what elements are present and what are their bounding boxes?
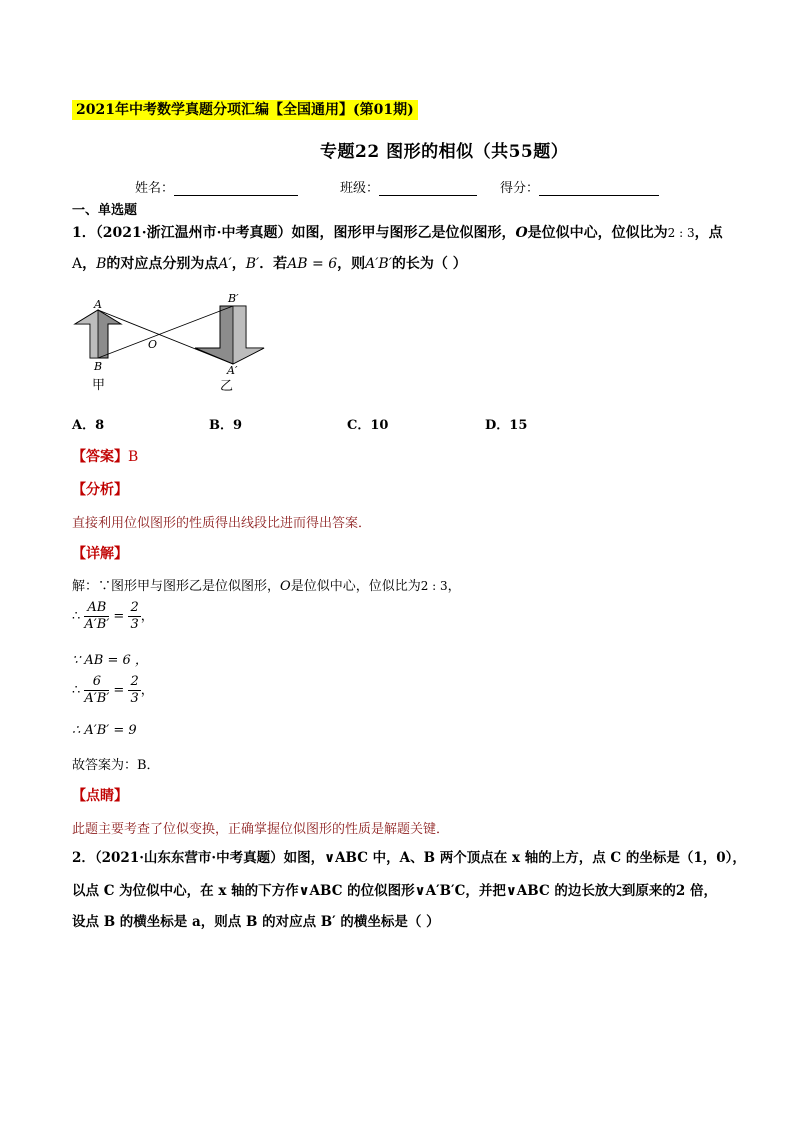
step3-fraction-left: $\frac{6}{A'B'}$	[84, 674, 110, 706]
homothety-figure	[70, 288, 280, 398]
name-blank	[174, 183, 298, 196]
section-title: 一、单选题	[72, 203, 138, 218]
label-a: A	[94, 298, 102, 311]
label-ap: A′	[227, 364, 238, 377]
label-bp: B′	[228, 292, 239, 305]
detail-line1: 解：∵图形甲与图形乙是位似图形，O是位似中心，位似比为2 : 3，	[72, 579, 461, 594]
series-banner: 2021年中考数学真题分项汇编【全国通用】(第01期)	[72, 100, 418, 120]
class-field	[340, 177, 477, 196]
q2-line1: 2．（2021·山东东营市·中考真题）如图，∨ABC 中，A、B 两个顶点在 x 轴的上方，点 C 的坐标是（1，0），	[72, 850, 746, 866]
label-jia: 甲	[92, 378, 106, 393]
name-label: 姓名：	[135, 181, 175, 196]
step3-equation: ∴ $\frac{6}{A'B'}$ = $\frac{2}{3}$ ，	[72, 674, 154, 706]
option-c: C．10	[347, 418, 389, 433]
label-yi: 乙	[220, 379, 234, 394]
detail-tag: 【详解】	[72, 546, 128, 562]
step1-equation: ∴ $\frac{AB}{A'B'}$ = $\frac{2}{3}$ ，	[72, 600, 154, 632]
conclusion-line: 故答案为：B．	[72, 758, 160, 773]
score-label: 得分：	[500, 181, 540, 196]
q2-line2: 以点 C 为位似中心，在 x 轴的下方作∨ABC 的位似图形∨A′B′C，并把∨ABC 的边长放大到原来的2 倍，	[72, 883, 717, 899]
answer-line	[72, 446, 138, 466]
step4-line: ∴ A′B′ = 9	[72, 723, 137, 738]
option-a: A．8	[72, 418, 105, 433]
q1-line1: 1．（2021·浙江温州市·中考真题）如图，图形甲与图形乙是位似图形，O是位似中心，位似比为2 : 3，点	[72, 225, 723, 241]
answer-value: B	[128, 449, 139, 465]
name-field	[135, 177, 298, 196]
step2-line: ∵ AB = 6 ，	[72, 653, 148, 668]
figure-yi-shape	[195, 306, 264, 364]
answer-tag: 【答案】	[72, 449, 128, 465]
label-o: O	[148, 338, 158, 351]
step3-fraction-right: $\frac{2}{3}$	[130, 674, 139, 706]
step1-fraction-left: $\frac{AB}{A'B'}$	[84, 600, 110, 632]
class-blank	[379, 183, 477, 196]
step1-fraction-right: $\frac{2}{3}$	[130, 600, 139, 632]
line-a-to-ap	[98, 310, 233, 364]
page-title: 专题22 图形的相似（共55题）	[320, 142, 569, 162]
q1-line2: A，B的对应点分别为点A′，B′．若AB = 6，则A′B′的长为（ ）	[72, 256, 467, 272]
score-blank	[539, 183, 659, 196]
label-b: B	[94, 360, 103, 373]
score-field	[500, 177, 659, 196]
figure-jia-shade	[75, 310, 98, 358]
option-b: B．9	[209, 418, 243, 433]
option-d: D．15	[485, 418, 528, 433]
remark-tag: 【点睛】	[72, 788, 128, 804]
analysis-text: 直接利用位似图形的性质得出线段比进而得出答案．	[72, 516, 372, 531]
q2-line3: 设点 B 的横坐标是 a，则点 B 的对应点 B′ 的横坐标是（ ）	[72, 914, 440, 930]
analysis-tag: 【分析】	[72, 482, 128, 498]
figure-yi-shade	[233, 306, 264, 364]
class-label: 班级：	[340, 181, 380, 196]
remark-text: 此题主要考查了位似变换，正确掌握位似图形的性质是解题关键．	[72, 822, 450, 837]
